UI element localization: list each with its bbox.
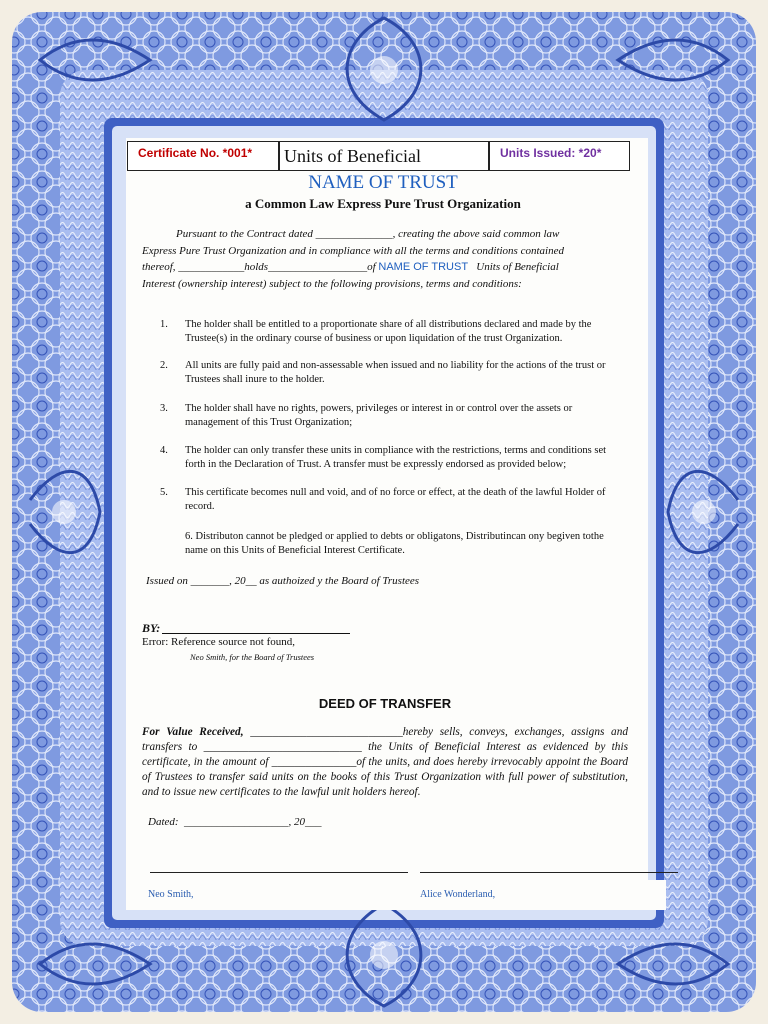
intro-line-3-a: thereof, ____________holds__________________of (142, 261, 376, 273)
provision-text: All units are fully paid and non-assessable when issued and no liability for the actions of the trust or Trustees shall inure to the holder. (185, 360, 606, 385)
provision-text: This certificate becomes null and void, and of no force or effect, at the death of the lawful Holder of record. (185, 487, 606, 512)
provision-text: The holder shall have no rights, powers, privileges or interest in or control over the assets or management of this Trust Organization; (185, 403, 573, 428)
dated-value: ___________________, 20___ (184, 816, 322, 828)
provision-text: The holder shall be entitled to a proportionate share of all distributions declared and made by the Trustee(s) in the ordinary course of business or upon liquidation of the trust Organization. (185, 319, 592, 344)
provision-text: The holder can only transfer these units in compliance with the restrictions, terms and conditions set forth in the Declaration of Trust. A transfer must be expressly endorsed as provided below; (185, 445, 607, 470)
provision-number: 2. (160, 360, 168, 371)
provision-number: 4. (160, 445, 168, 456)
signature-line-2 (420, 872, 678, 873)
signature-panel (126, 880, 666, 910)
intro-line-2: Express Pure Trust Organization and in compliance with all the terms and conditions contained (142, 244, 564, 257)
error-reference: Error: Reference source not found, (142, 636, 296, 648)
deed-title: DEED OF TRANSFER (318, 696, 452, 711)
dated-label: Dated: (148, 816, 179, 828)
issued-statement: Issued on _______, 20__ as authoized y the Board of Trustees (146, 575, 420, 587)
provision-number: 5. (160, 487, 168, 498)
deed-body: ___________________________hereby sells, conveys, exchanges, assigns and transfers to ____________________________ the Units of Beneficial Interest as evidenced by this certificate, in the amount of _______________of the units, and does hereby irrevocably appoint the Board of Trustees to transfer said units on the books of this Trust Organization with full power of substitution, and to issue new certificates to the lawful unit holders hereof. (142, 726, 629, 798)
deed-lead: For Value Received, (142, 726, 244, 738)
by-signature-line (162, 633, 350, 634)
trust-subtitle: a Common Law Express Pure Trust Organization (245, 196, 521, 211)
signature-name-2: Alice Wonderland, (420, 889, 496, 900)
provision-number: 3. (160, 403, 168, 414)
deed-paragraph (142, 725, 628, 800)
certificate-number: Certificate No. *001* (127, 141, 279, 171)
trust-name-heading: NAME OF TRUST (308, 172, 458, 193)
units-issued: Units Issued: *20* (489, 141, 630, 171)
dated-field (148, 816, 322, 828)
provision-text: 6. Distributon cannot be pledged or applied to debts or obligatons, Distributincan ony begiven tothe name on this Units of Beneficial Interest Certificate. (185, 531, 604, 556)
intro-paragraph (142, 226, 626, 292)
by-label: BY: (142, 621, 161, 635)
intro-line-1: Pursuant to the Contract dated ______________, creating the above said common law (176, 228, 560, 240)
intro-line-4: Interest (ownership interest) subject to the following provisions, terms and conditions: (142, 277, 522, 290)
board-signer: Neo Smith, for the Board of Trustees (190, 652, 315, 662)
intro-line-3-b: Units of Beneficial (476, 261, 559, 273)
intro-line-3 (142, 259, 626, 276)
signature-line-1 (150, 872, 408, 873)
intro-trust-name: NAME OF TRUST (378, 261, 469, 273)
provision-number: 1. (160, 319, 168, 330)
signature-name-1: Neo Smith, (148, 889, 194, 900)
units-title: Units of Beneficial (279, 141, 489, 171)
